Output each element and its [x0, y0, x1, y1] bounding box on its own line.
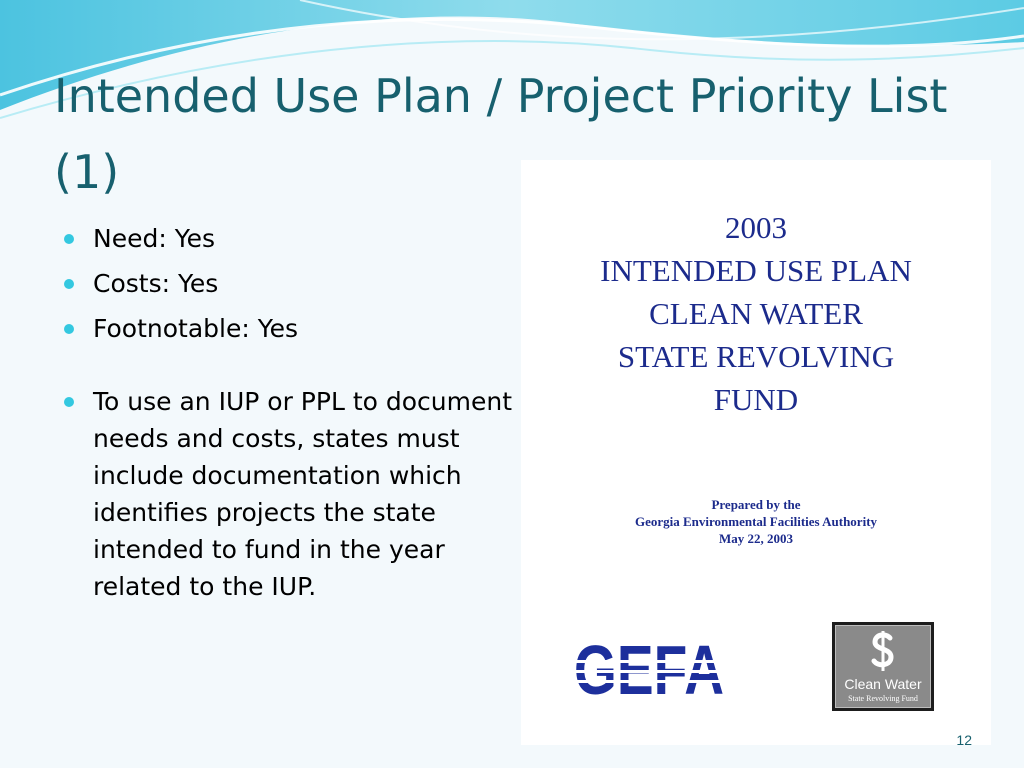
bullet-text: Costs: Yes	[93, 269, 219, 298]
bullet-dot-icon	[64, 279, 74, 289]
prepared-line: May 22, 2003	[718, 531, 794, 546]
document-heading	[521, 206, 991, 421]
prepared-line: Prepared by the	[711, 497, 801, 512]
bullet-dot-icon	[64, 397, 74, 407]
clean-water-logo-text: Clean Water	[844, 676, 922, 692]
bullet-item	[62, 265, 532, 302]
clean-water-logo-subtext: State Revolving Fund	[848, 694, 918, 703]
document-heading-line: FUND	[713, 382, 799, 417]
gefa-logo	[573, 636, 725, 700]
bullet-item	[62, 220, 532, 257]
bullet-dot-icon	[64, 324, 74, 334]
bullet-text: Need: Yes	[93, 224, 216, 253]
bullet-text: Footnotable: Yes	[93, 314, 299, 343]
document-prepared-by	[521, 496, 991, 547]
slide-title: Intended Use Plan / Project Priority List (1)	[54, 69, 948, 199]
dollar-water-icon	[869, 630, 897, 672]
bullet-item	[62, 310, 532, 347]
bullet-dot-icon	[64, 234, 74, 244]
document-heading-line: STATE REVOLVING	[617, 339, 895, 374]
page-number: 12	[956, 732, 972, 748]
prepared-line: Georgia Environmental Facilities Authority	[634, 514, 878, 529]
document-heading-line: INTENDED USE PLAN	[600, 253, 912, 288]
bullet-text: To use an IUP or PPL to document needs and costs, states must include documentation which identifies projects the state intended to fund in the year related to the IUP.	[93, 387, 512, 601]
document-heading-line: CLEAN WATER	[649, 296, 863, 331]
clean-water-srf-logo	[832, 622, 934, 711]
document-heading-line: 2003	[725, 210, 787, 245]
bullet-list	[62, 220, 532, 613]
bullet-item	[62, 383, 532, 605]
document-cover-image	[521, 160, 991, 745]
